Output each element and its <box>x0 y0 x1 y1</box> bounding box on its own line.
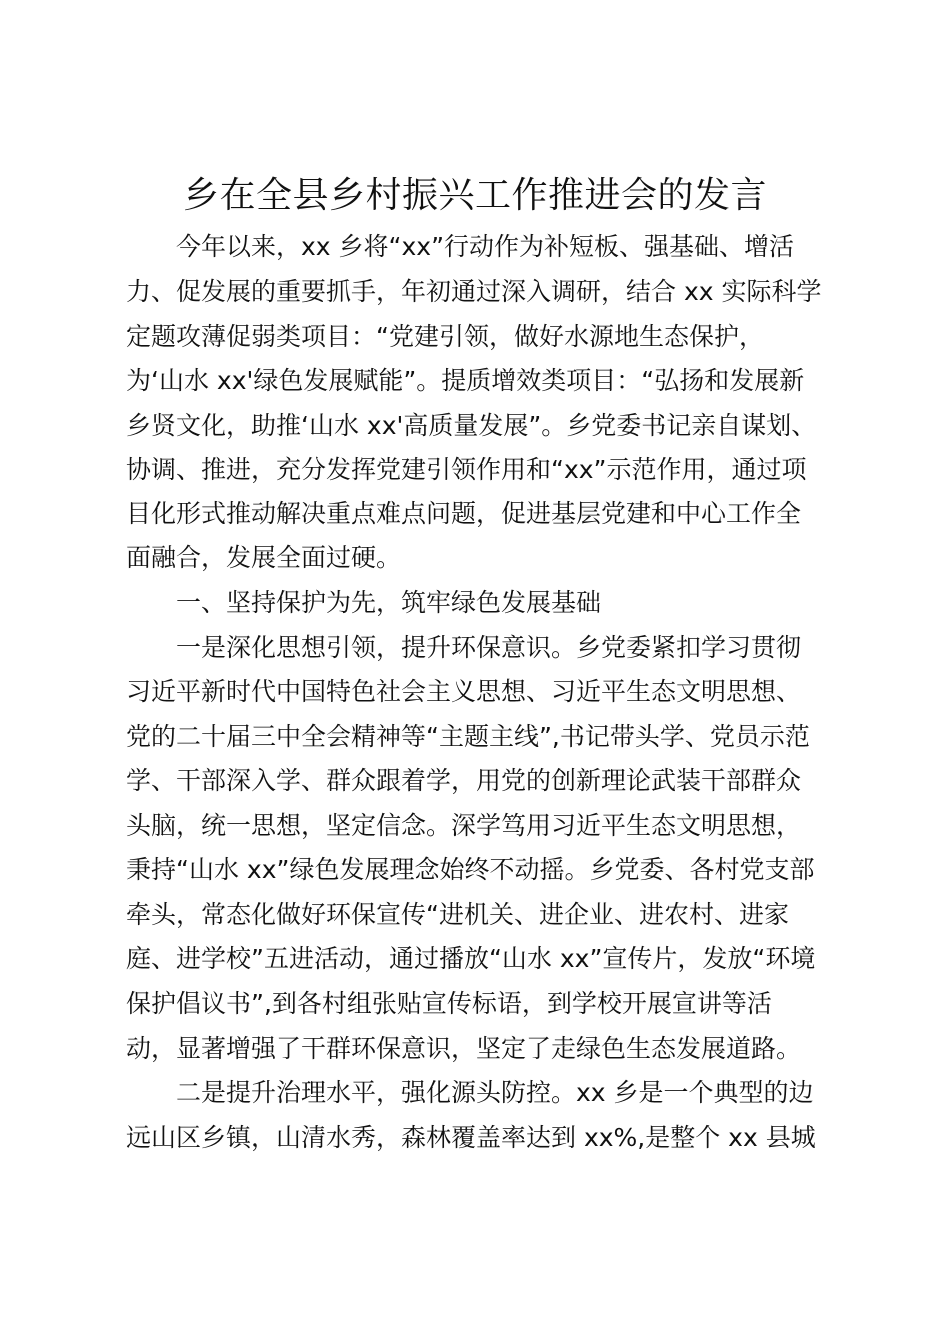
paragraph-line: 头脑，统一思想，坚定信念。深学笃用习近平生态文明思想， <box>126 811 802 840</box>
paragraph-line: 庭、进学校”五进活动，通过播放“山水 xx”宣传片，发放“环境 <box>126 944 816 973</box>
paragraph-line: 力、促发展的重要抓手，年初通过深入调研，结合 xx 实际科学 <box>126 277 822 306</box>
paragraph-line: 习近平新时代中国特色社会主义思想、习近平生态文明思想、 <box>126 677 802 706</box>
paragraph-line: 保护倡议书”,到各村组张贴宣传标语，到学校开展宣讲等活 <box>126 989 772 1018</box>
paragraph-line: 为‘山水 xx'绿色发展赋能”。提质增效类项目：“弘扬和发展新 <box>126 366 805 395</box>
paragraph-line: 秉持“山水 xx”绿色发展理念始终不动摇。乡党委、各村党支部 <box>126 855 815 884</box>
paragraph-line: 目化形式推动解决重点难点问题，促进基层党建和中心工作全 <box>126 499 802 528</box>
paragraph-line: 定题攻薄促弱类项目：“党建引领，做好水源地生态保护， <box>126 322 764 351</box>
paragraph-line: 二是提升治理水平，强化源头防控。xx 乡是一个典型的边 <box>176 1078 814 1107</box>
paragraph-line: 动，显著增强了干群环保意识，坚定了走绿色生态发展道路。 <box>126 1034 802 1063</box>
paragraph-line: 党的二十届三中全会精神等“主题主线”,书记带头学、党员示范 <box>126 722 810 751</box>
paragraph-line: 面融合，发展全面过硬。 <box>126 543 402 572</box>
paragraph-line: 一是深化思想引领，提升环保意识。乡党委紧扣学习贯彻 <box>176 633 802 662</box>
paragraph-line: 远山区乡镇，山清水秀，森林覆盖率达到 xx%,是整个 xx 县城 <box>126 1123 816 1152</box>
document-title: 乡在全县乡村振兴工作推进会的发言 <box>182 175 767 216</box>
paragraph-line: 学、干部深入学、群众跟着学，用党的创新理论武装干部群众 <box>126 766 802 795</box>
paragraph-line: 乡贤文化，助推‘山水 xx'高质量发展”。乡党委书记亲自谋划、 <box>126 411 817 440</box>
section-heading: 一、坚持保护为先，筑牢绿色发展基础 <box>176 588 602 617</box>
paragraph-line: 牵头，常态化做好环保宣传“进机关、进企业、进农村、进家 <box>126 900 789 929</box>
paragraph-line: 今年以来，xx 乡将“xx”行动作为补短板、强基础、增活 <box>176 232 795 261</box>
paragraph-line: 协调、推进，充分发挥党建引领作用和“xx”示范作用，通过项 <box>126 455 807 484</box>
